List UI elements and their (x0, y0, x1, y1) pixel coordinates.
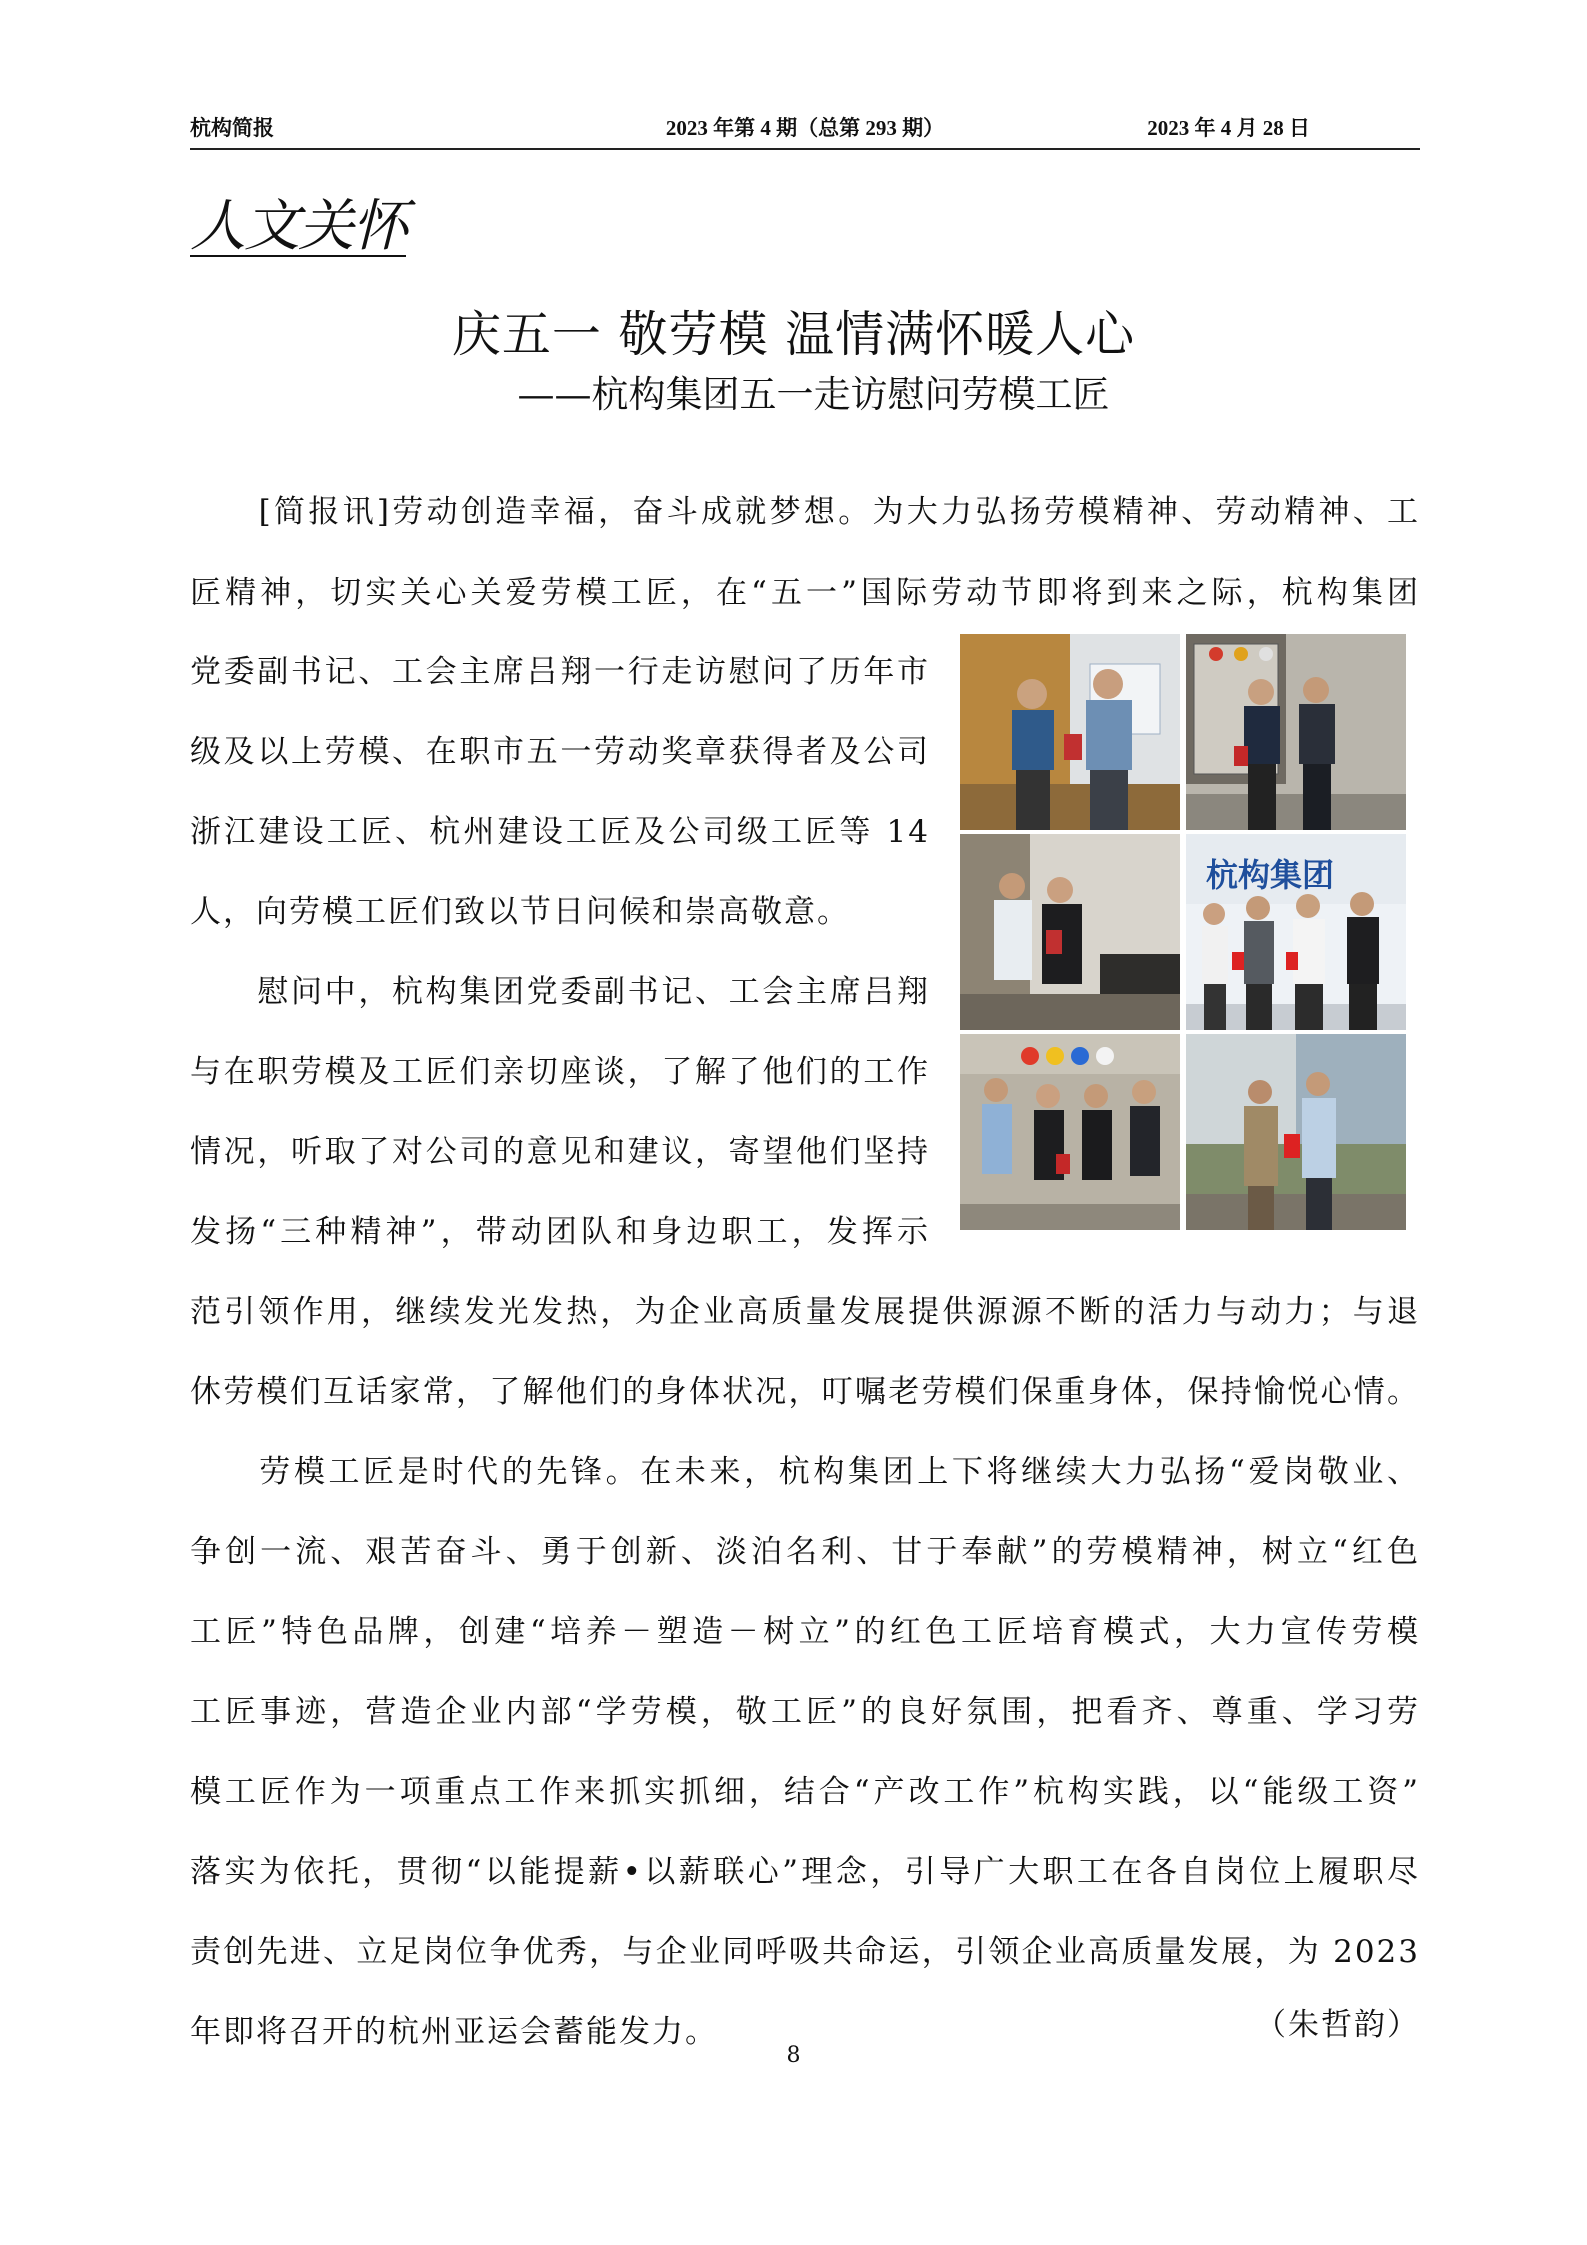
issue-number: 2023 年第 4 期（总第 293 期） (665, 116, 945, 140)
article-author: （朱哲韵） (1255, 2007, 1420, 2043)
page-header (190, 112, 1420, 146)
header-rule (190, 148, 1420, 150)
body-line: 与在职劳模及工匠们亲切座谈，了解了他们的工作 (190, 1054, 930, 1090)
photo-sign-text: 杭构集团 (1206, 856, 1335, 894)
body-line: 责创先进、立足岗位争优秀，与企业同呼吸共命运，引领企业高质量发展，为 2023 (190, 1934, 1420, 1970)
body-line: 模工匠作为一项重点工作来抓实抓细，结合“产改工作”杭构实践，以“能级工资” (190, 1774, 1420, 1810)
body-line: 工匠”特色品牌，创建“培养－塑造－树立”的红色工匠培育模式，大力宣传劳模 (190, 1614, 1420, 1650)
photo-helmet-room (1186, 634, 1406, 830)
body-line: [简报讯]劳动创造幸福，奋斗成就梦想。为大力弘扬劳模精神、劳动精神、工 (190, 494, 1420, 530)
photo-collage (960, 634, 1406, 1230)
body-line: 工匠事迹，营造企业内部“学劳模，敬工匠”的良好氛围，把看齐、尊重、学习劳 (190, 1694, 1420, 1730)
body-line: 劳模工匠是时代的先锋。在未来，杭构集团上下将继续大力弘扬“爱岗敬业、 (190, 1454, 1420, 1490)
body-line: 范引领作用，继续发光发热，为企业高质量发展提供源源不断的活力与动力；与退 (190, 1294, 1420, 1330)
article-subtitle: ——杭构集团五一走访慰问劳模工匠 (517, 373, 1110, 416)
body-line: 年即将召开的杭州亚运会蓄能发力。 (190, 2014, 718, 2050)
body-line: 党委副书记、工会主席吕翔一行走访慰问了历年市 (190, 654, 930, 690)
photo-group-sign (1186, 834, 1406, 1030)
body-line: 匠精神，切实关心关爱劳模工匠，在“五一”国际劳动节即将到来之际，杭构集团 (190, 575, 1420, 611)
photo-office-handshake (960, 634, 1180, 830)
publication-name: 杭构简报 (190, 116, 274, 140)
body-line: 级及以上劳模、在职市五一劳动奖章获得者及公司 (190, 734, 930, 770)
body-line: 人，向劳模工匠们致以节日问候和崇高敬意。 (190, 894, 850, 930)
photo-desk-handshake (960, 834, 1180, 1030)
body-line: 落实为依托，贯彻“以能提薪•以薪联心”理念，引导广大职工在各自岗位上履职尽 (190, 1854, 1420, 1890)
body-line: 情况，听取了对公司的意见和建议，寄望他们坚持 (190, 1134, 930, 1170)
body-line: 慰问中，杭构集团党委副书记、工会主席吕翔 (190, 974, 930, 1010)
publication-date: 2023 年 4 月 28 日 (1147, 116, 1310, 140)
body-line: 浙江建设工匠、杭州建设工匠及公司级工匠等 14 (190, 814, 930, 850)
page-number: 8 (786, 2043, 801, 2068)
photo-outdoor-handshake (1186, 1034, 1406, 1230)
body-line: 休劳模们互话家常，了解他们的身体状况，叮嘱老劳模们保重身体，保持愉悦心情。 (190, 1374, 1420, 1410)
body-line: 争创一流、艰苦奋斗、勇于创新、淡泊名利、甘于奉献”的劳模精神，树立“红色 (190, 1534, 1420, 1570)
photo-group-helmets (960, 1034, 1180, 1230)
body-line: 发扬“三种精神”，带动团队和身边职工，发挥示 (190, 1214, 930, 1250)
section-title: 人文关怀 (190, 194, 406, 259)
article-title: 庆五一 敬劳模 温情满怀暖人心 (451, 306, 1136, 363)
